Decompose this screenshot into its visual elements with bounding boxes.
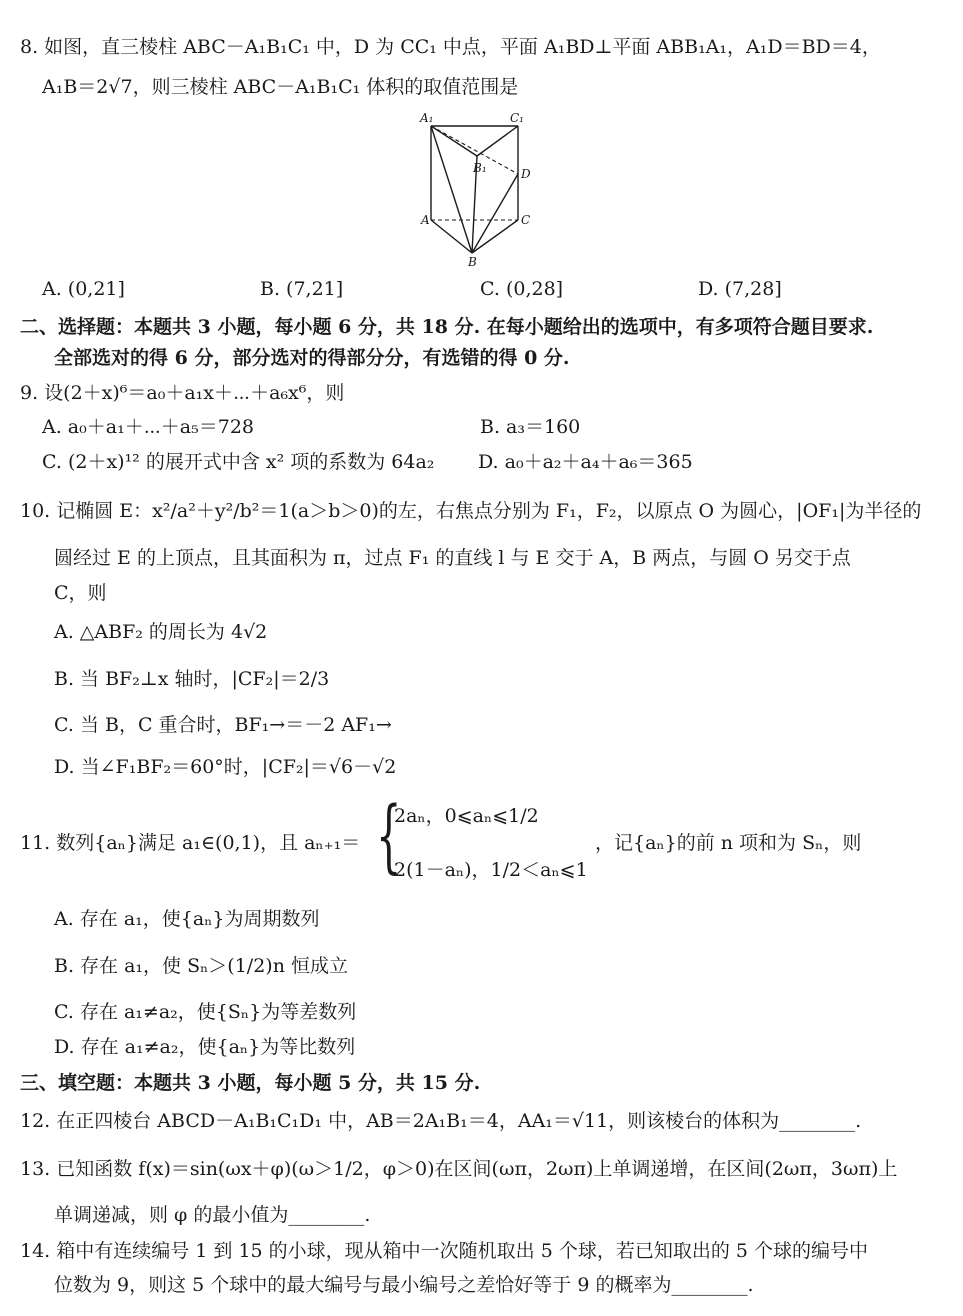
q11-stem-left: 11. 数列{aₙ}满足 a₁∈(0,1)，且 aₙ₊₁＝ (20, 832, 361, 854)
section2-line1: 二、选择题：本题共 3 小题，每小题 6 分，共 18 分. 在每小题给出的选项中，有多项符合题目要求. (20, 316, 874, 338)
q10-line3: C，则 (54, 582, 107, 604)
section2-line2: 全部选对的得 6 分，部分选对的得部分分，有选错的得 0 分. (54, 347, 570, 369)
label-b: B (468, 255, 477, 268)
q12-line1: 12. 在正四棱台 ABCD－A₁B₁C₁D₁ 中，AB＝2A₁B₁＝4，AA₁＝√11，则该棱台的体积为________. (20, 1110, 862, 1132)
label-b1: B₁ (473, 161, 487, 175)
q11-stem-right: ，记{aₙ}的前 n 项和为 Sₙ，则 (595, 832, 862, 854)
q10-option-a: A. △ABF₂ 的周长为 4√2 (54, 621, 268, 643)
q11-option-b: B. 存在 a₁，使 Sₙ＞(1/2)n 恒成立 (54, 955, 348, 977)
q11-option-c: C. 存在 a₁≠a₂，使{Sₙ}为等差数列 (54, 1001, 357, 1023)
q10-line2: 圆经过 E 的上顶点，且其面积为 π，过点 F₁ 的直线 l 与 E 交于 A，B 两点，与圆 O 另交于点 (54, 547, 851, 569)
q14-line1: 14. 箱中有连续编号 1 到 15 的小球，现从箱中一次随机取出 5 个球，若已知取出的 5 个球的编号中 (20, 1240, 869, 1262)
label-c1: C₁ (510, 111, 524, 125)
label-d: D (521, 167, 531, 181)
q10-option-d: D. 当∠F₁BF₂＝60°时，|CF₂|＝√6－√2 (54, 756, 397, 778)
section3-line1: 三、填空题：本题共 3 小题，每小题 5 分，共 15 分. (20, 1072, 481, 1094)
q10-option-b: B. 当 BF₂⊥x 轴时，|CF₂|＝2/3 (54, 668, 330, 690)
label-a: A (421, 213, 430, 227)
q11-case1: 2aₙ，0⩽aₙ⩽1/2 (394, 805, 539, 827)
q9-option-b: B. a₃＝160 (480, 416, 581, 438)
q8-option-a: A. (0,21] (42, 278, 125, 300)
q13-line1: 13. 已知函数 f(x)＝sin(ωx＋φ)(ω＞1/2，φ＞0)在区间(ωπ，2ωπ)上单调递增，在区间(2ωπ，3ωπ)上 (20, 1158, 898, 1180)
label-c: C (521, 213, 531, 227)
q11-option-a: A. 存在 a₁，使{aₙ}为周期数列 (54, 908, 320, 930)
q9-stem: 9. 设(2＋x)⁶＝a₀＋a₁x＋⋯＋a₆x⁶，则 (20, 382, 345, 404)
q9-option-a: A. a₀＋a₁＋⋯＋a₅＝728 (42, 416, 254, 438)
q13-line2: 单调递减，则 φ 的最小值为________. (54, 1204, 371, 1226)
q10-option-c: C. 当 B，C 重合时，BF₁→＝－2 AF₁→ (54, 714, 392, 736)
label-a1: A₁ (420, 111, 434, 125)
q8-option-c: C. (0,28] (480, 278, 564, 300)
q8-option-b: B. (7,21] (260, 278, 344, 300)
prism-figure (405, 108, 535, 268)
q9-option-c: C. (2＋x)¹² 的展开式中含 x² 项的系数为 64a₂ (42, 451, 435, 473)
q11-option-d: D. 存在 a₁≠a₂，使{aₙ}为等比数列 (54, 1036, 356, 1058)
q8-line1: 8. 如图，直三棱柱 ABC－A₁B₁C₁ 中，D 为 CC₁ 中点，平面 A₁BD⊥平面 ABB₁A₁，A₁D＝BD＝4， (20, 36, 881, 58)
q8-option-d: D. (7,28] (698, 278, 782, 300)
q11-case2: 2(1－aₙ)，1/2＜aₙ⩽1 (394, 859, 588, 881)
q10-line1: 10. 记椭圆 E：x²/a²＋y²/b²＝1(a＞b＞0)的左，右焦点分别为 F₁，F₂，以原点 O 为圆心，|OF₁|为半径的 (20, 500, 922, 522)
q11-brace: { (376, 789, 402, 882)
q8-line2: A₁B＝2√7，则三棱柱 ABC－A₁B₁C₁ 体积的取值范围是 (42, 76, 519, 98)
q9-option-d: D. a₀＋a₂＋a₄＋a₆＝365 (478, 451, 693, 473)
q14-line2: 位数为 9，则这 5 个球中的最大编号与最小编号之差恰好等于 9 的概率为________. (54, 1274, 754, 1296)
